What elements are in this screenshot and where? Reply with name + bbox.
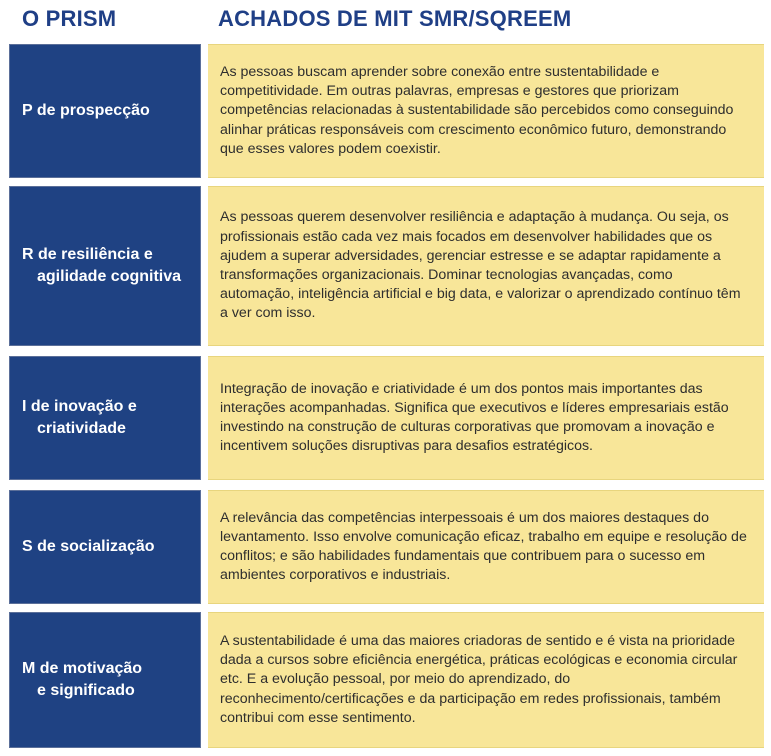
table-row-p	[9, 44, 764, 178]
row-title-line1: P de prospecção	[22, 102, 150, 119]
table-row-s	[9, 490, 764, 604]
row-title-line2: criatividade	[37, 420, 126, 437]
table-row-m	[9, 612, 764, 748]
table-row-r	[9, 186, 764, 346]
row-description-cell	[208, 186, 764, 346]
row-description: A sustentabilidade é uma das maiores criadoras de sentido e é vista na prioridade dada a cursos sobre eficiência energética, práticas ecológicas e economia circular etc. E a evolução pessoal, por meio do aprendizado, do reconhecimento/certificações e da participação em redes profissionais, também contribui com esse sentimento.	[220, 632, 738, 726]
row-title-line2: agilidade cognitiva	[37, 268, 182, 285]
table-row-i	[9, 356, 764, 480]
column-header-findings: ACHADOS DE MIT SMR/SQREEM	[218, 6, 572, 31]
row-title-cell	[9, 612, 201, 748]
row-title-line1: R de resiliência e	[22, 246, 153, 263]
column-header-prism: O PRISM	[22, 6, 117, 31]
row-title	[10, 658, 142, 702]
row-description-cell	[208, 356, 764, 480]
row-title	[10, 100, 150, 122]
row-description: Integração de inovação e criatividade é um dos pontos mais importantes das interações acompanhadas. Significa que executivos e líderes empresariais estão investindo na construção de culturas corporativas que promovam a inovação e incentivem soluções disruptivas para desafios estratégicos.	[220, 380, 729, 455]
row-title	[10, 396, 137, 440]
row-description-cell	[208, 44, 764, 178]
row-title	[10, 244, 181, 288]
row-title-cell	[9, 356, 201, 480]
row-title-line1: S de socialização	[22, 538, 155, 555]
row-description-cell	[208, 490, 764, 604]
row-description-cell	[208, 612, 764, 748]
row-description: As pessoas buscam aprender sobre conexão entre sustentabilidade e competitividade. Em outras palavras, empresas e gestores que priorizam competências relacionadas à sustentabilidade são percebidos como conseguindo alinhar práticas responsáveis com crescimento econômico futuro, demonstrando que esses valores podem coexistir.	[220, 63, 734, 157]
row-description: As pessoas querem desenvolver resiliência e adaptação à mudança. Ou seja, os profissionais estão cada vez mais focados em desenvolver habilidades que os ajudem a superar adversidades, gerenciar estresse e se adaptar rapidamente a transformações organizacionais. Dominar tecnologias avançadas, como automação, inteligência artificial e big data, e valorizar o aprendizado contínuo têm a ver com isso.	[220, 209, 741, 322]
row-title-line1: I de inovação e	[22, 398, 137, 415]
row-title-cell	[9, 490, 201, 604]
row-title-cell	[9, 186, 201, 346]
row-title	[10, 536, 155, 558]
row-description: A relevância das competências interpessoais é um dos maiores destaques do levantamento. Isso envolve comunicação eficaz, trabalho em equipe e resolução de conflitos; e são habilidades fundamentais que contribuem para o sucesso em ambientes corporativos e industriais.	[220, 509, 747, 584]
row-title-line2: e significado	[37, 682, 135, 699]
row-title-cell	[9, 44, 201, 178]
row-title-line1: M de motivação	[22, 660, 143, 677]
